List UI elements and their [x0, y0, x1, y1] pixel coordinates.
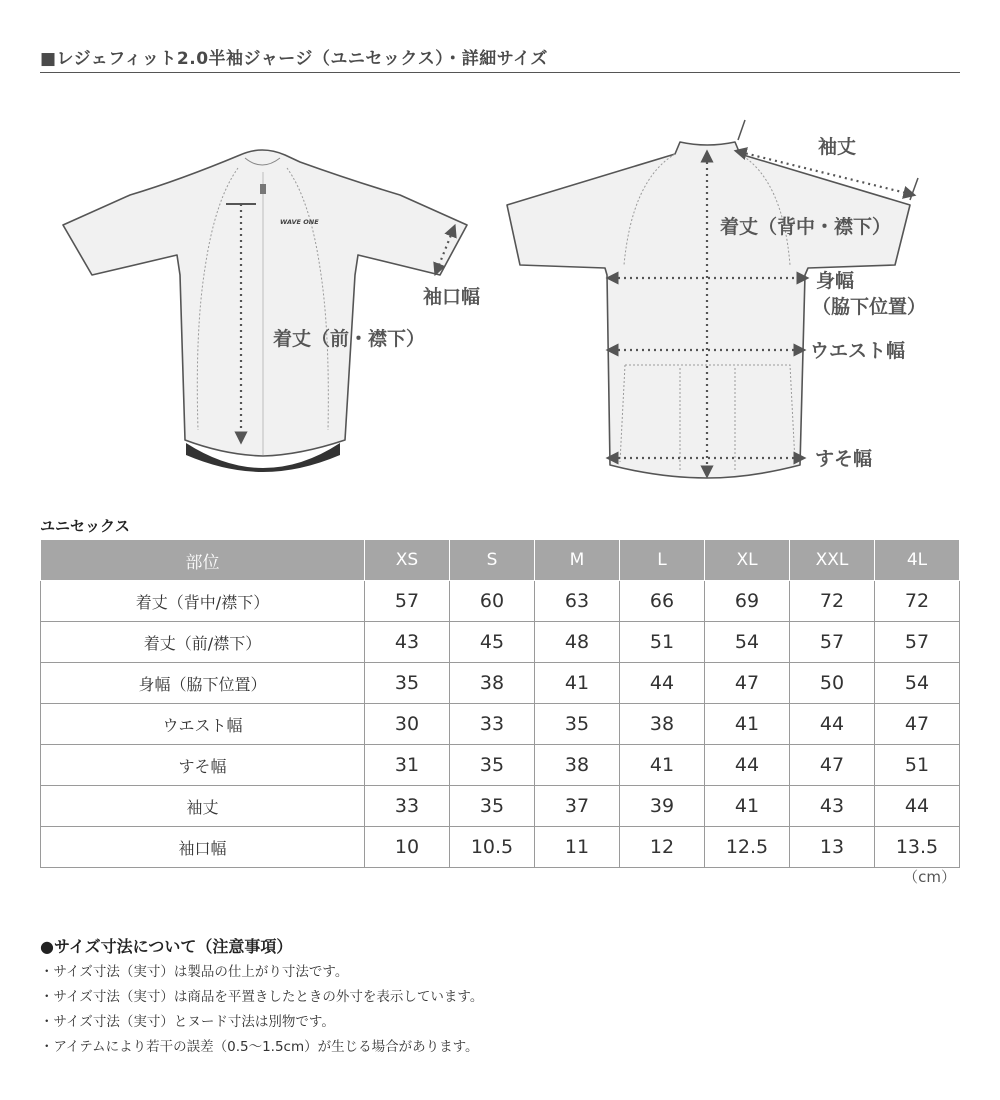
cell: 47 — [790, 745, 875, 786]
title-divider — [40, 72, 960, 73]
cell: 47 — [705, 663, 790, 704]
cell: 11 — [535, 827, 620, 868]
cell: 12.5 — [705, 827, 790, 868]
cell: 10 — [365, 827, 450, 868]
note-item: ・アイテムにより若干の誤差（0.5〜1.5cm）が生じる場合があります。 — [40, 1039, 479, 1055]
header-size-xxl: XXL — [790, 540, 875, 581]
cell: 43 — [790, 786, 875, 827]
cell: 54 — [705, 622, 790, 663]
label-sleeve-opening: 袖口幅 — [423, 286, 481, 308]
cell: 13 — [790, 827, 875, 868]
cell: 54 — [875, 663, 960, 704]
cell: 41 — [535, 663, 620, 704]
notes-list — [40, 960, 483, 1060]
header-size-xs: XS — [365, 540, 450, 581]
label-chest-width: 身幅 — [816, 270, 855, 292]
row-part: 袖口幅 — [41, 827, 365, 868]
cell: 30 — [365, 704, 450, 745]
cell: 63 — [535, 581, 620, 622]
label-length-front: 着丈（前・襟下） — [273, 328, 426, 350]
label-length-back: 着丈（背中・襟下） — [720, 216, 892, 238]
cell: 66 — [620, 581, 705, 622]
unit-label: （cm） — [903, 868, 956, 886]
row-part: 着丈（背中/襟下） — [41, 581, 365, 622]
size-section-label: ユニセックス — [40, 517, 130, 535]
cell: 44 — [875, 786, 960, 827]
page-title: ■レジェフィット2.0半袖ジャージ（ユニセックス）・詳細サイズ — [40, 49, 548, 69]
table-row — [41, 581, 960, 622]
table-row — [41, 622, 960, 663]
cell: 51 — [620, 622, 705, 663]
note-item: ・サイズ寸法（実寸）とヌード寸法は別物です。 — [40, 1014, 335, 1030]
cell: 43 — [365, 622, 450, 663]
cell: 13.5 — [875, 827, 960, 868]
table-row — [41, 827, 960, 868]
size-table — [40, 540, 960, 868]
cell: 41 — [705, 704, 790, 745]
cell: 44 — [620, 663, 705, 704]
table-row — [41, 704, 960, 745]
table-header-row — [41, 540, 960, 581]
row-part: ウエスト幅 — [41, 704, 365, 745]
label-chest-position: （脇下位置） — [812, 296, 927, 318]
cell: 44 — [705, 745, 790, 786]
cell: 12 — [620, 827, 705, 868]
header-size-xl: XL — [705, 540, 790, 581]
label-sleeve-length: 袖丈 — [818, 136, 857, 158]
label-hem-width: すそ幅 — [815, 448, 873, 470]
cell: 35 — [450, 786, 535, 827]
cell: 57 — [790, 622, 875, 663]
row-part: すそ幅 — [41, 745, 365, 786]
cell: 35 — [365, 663, 450, 704]
header-size-m: M — [535, 540, 620, 581]
header-size-4l: 4L — [875, 540, 960, 581]
header-size-l: L — [620, 540, 705, 581]
cell: 38 — [535, 745, 620, 786]
notes-title: ●サイズ寸法について（注意事項） — [40, 937, 293, 956]
cell: 39 — [620, 786, 705, 827]
cell: 72 — [790, 581, 875, 622]
label-waist-width: ウエスト幅 — [810, 340, 906, 362]
table-row — [41, 745, 960, 786]
front-jersey — [63, 150, 467, 472]
table-row — [41, 663, 960, 704]
cell: 57 — [875, 622, 960, 663]
cell: 44 — [790, 704, 875, 745]
cell: 57 — [365, 581, 450, 622]
cell: 60 — [450, 581, 535, 622]
cell: 47 — [875, 704, 960, 745]
row-part: 身幅（脇下位置） — [41, 663, 365, 704]
jersey-diagram — [0, 100, 1000, 500]
note-item: ・サイズ寸法（実寸）は製品の仕上がり寸法です。 — [40, 964, 349, 980]
table-row — [41, 786, 960, 827]
cell: 41 — [705, 786, 790, 827]
cell: 10.5 — [450, 827, 535, 868]
cell: 48 — [535, 622, 620, 663]
logo-text: WAVE ONE — [280, 218, 319, 226]
cell: 50 — [790, 663, 875, 704]
cell: 35 — [535, 704, 620, 745]
cell: 72 — [875, 581, 960, 622]
cell: 37 — [535, 786, 620, 827]
cell: 33 — [450, 704, 535, 745]
zipper-pull-icon — [260, 184, 266, 194]
cell: 35 — [450, 745, 535, 786]
cell: 41 — [620, 745, 705, 786]
cell: 45 — [450, 622, 535, 663]
cell: 51 — [875, 745, 960, 786]
header-size-s: S — [450, 540, 535, 581]
header-part: 部位 — [41, 540, 365, 581]
cell: 69 — [705, 581, 790, 622]
note-item: ・サイズ寸法（実寸）は商品を平置きしたときの外寸を表示しています。 — [40, 989, 484, 1005]
cell: 38 — [450, 663, 535, 704]
row-part: 袖丈 — [41, 786, 365, 827]
cell: 31 — [365, 745, 450, 786]
cell: 38 — [620, 704, 705, 745]
row-part: 着丈（前/襟下） — [41, 622, 365, 663]
cell: 33 — [365, 786, 450, 827]
